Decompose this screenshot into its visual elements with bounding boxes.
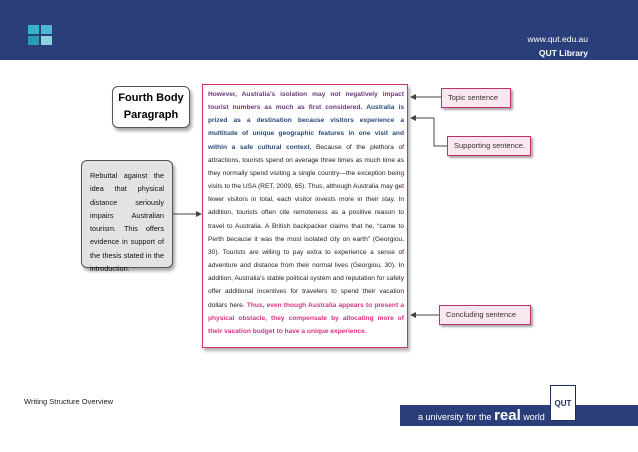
body-text: Because of the plethora of attractions, tourists spend on average three times as much time as they normally spend visiting a single country—the exception being visits to the USA (RET, 2009, 65). Thus, although Australia may get fewer visitors in total, each visitor invests more in their stay. In addition, tourists often cite remoteness as a positive reason to travel to Australia. A British backpacker claims that he, “came to Perth [208,143,404,243]
supporting-sentence-text: Australia is prized as a destination because visitors experience a multitude of unique geographic features in one visit and within a safe cultural context. [208,104,404,151]
concluding-sentence-label: Concluding sentence [439,305,531,325]
qut-logo: QUT [550,385,576,421]
footer-tagline [418,407,545,424]
library-label: QUT Library [538,48,588,58]
footer-title: Writing Structure Overview [24,397,114,406]
support-connector [411,118,447,146]
rebuttal-note: Rebuttal against the idea that physical distance seriously impairs Australian tourism. This offers evidence in support of the thesis stated in the introduction. [81,160,173,268]
title-line-2: Paragraph [123,109,179,121]
topic-sentence-text: However, Australia’s isolation may not negatively impact tourist numbers as much as first considered. [208,91,404,112]
title-line-1: Fourth Body [118,92,184,104]
tagline-suffix: world [523,412,545,422]
body-emphasis: because [226,235,252,243]
site-url[interactable]: www.qut.edu.au [527,34,588,44]
concluding-sentence-text: Thus, even though Australia appears to present a physical obstacle, they compensate by allocating more of their vacation budget to have a unique experience. [208,301,404,335]
body-text-continued: it was the most isolated city on earth” (Georgiou, 30). Tourists are willing to pay extra to experience a sense of adventure and distance from their normal lives (Georgiou, 30). In addition, Australia’s stable political system and reputation for safety offer additional incentives for travelers to spend their vacation dollars here. [208,235,404,309]
supporting-sentence-label: Supporting sentence. [447,136,531,156]
page-number: 6 [591,398,595,405]
tagline-big: real [494,407,521,424]
topic-sentence-label: Topic sentence [441,88,511,108]
tagline-prefix: a university for the [418,412,492,422]
